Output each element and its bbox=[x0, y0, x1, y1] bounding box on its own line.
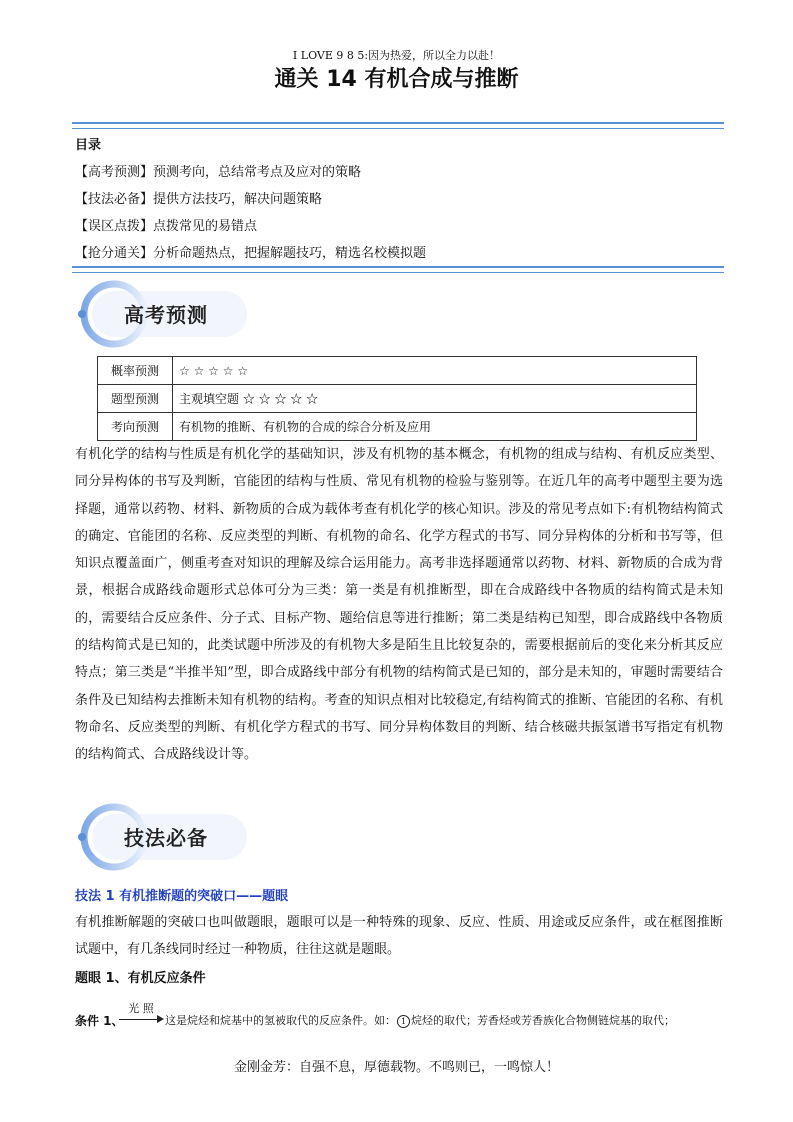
table-cell-value: 主观填空题 ☆ ☆ ☆ ☆ ☆ bbox=[173, 385, 697, 413]
footer-motto: 金刚金芳：自强不息，厚德载物。不鸣则已，一鸣惊人！ bbox=[233, 1060, 559, 1075]
divider-top bbox=[72, 122, 724, 129]
banner-title: 高考预测 bbox=[124, 303, 208, 327]
table-row bbox=[98, 385, 697, 413]
toc-item-scoring: 【抢分通关】分析命题热点，把握解题技巧，精选名校模拟题 bbox=[75, 246, 427, 261]
condition-line bbox=[75, 1000, 725, 1028]
divider-bottom bbox=[72, 266, 724, 273]
toc-item-techniques: 【技法必备】提供方法技巧，解决问题策略 bbox=[75, 192, 323, 207]
prediction-table bbox=[97, 356, 697, 441]
technique-paragraph: 有机推断解题的突破口也叫做题眼，题眼可以是一种特殊的现象、反应、性质、用途或反应条件，或在框图推断试题中，有几条线同时经过一种物质，往往这就是题眼。 bbox=[75, 915, 723, 958]
banner-title: 技法必备 bbox=[124, 826, 208, 850]
subsection-title: 题眼 1、有机反应条件 bbox=[75, 971, 206, 986]
toc-item-pitfalls: 【误区点拨】点拨常见的易错点 bbox=[75, 219, 258, 234]
header-note: I LOVE 9 8 5:因为热爱，所以全力以赴！ bbox=[292, 49, 501, 62]
table-row bbox=[98, 413, 697, 441]
toc-item-forecast: 【高考预测】预测考向，总结常考点及应对的策略 bbox=[75, 165, 362, 180]
condition-description bbox=[165, 1012, 675, 1028]
intro-paragraph: 有机化学的结构与性质是有机化学的基础知识，涉及有机物的基本概念，有机物的组成与结构、有机反应类型、同分异构体的书写及判断，官能团的结构与性质、常见有机物的检验与鉴别等。在近几年的高考中题型主要为选择题，通常以药物、材料、新物质的合成为载体考查有机化学的核心知识。涉及的常见考点如下:有机物结构简式的确定、官能团的名称、反应类型的判断、有机物的命名、化学方程式的书写、同分异构体的分析和书写等，但知识点覆盖面广，侧重考查对知识的理解及综合运用能力。高考非选择题通常以药物、材料、新物质的合成为背景，根据合成路线命题形式总体可分为三类：第一类是有机推断型，即在合成路线中各物质的结构简式是未知的，需要结合反应条件、分子式、目标产物、题给信息等进行推断；第二类是结构已知型，即合成路线中各物质的结构简式是已知的，此类试题中所涉及的有机物大多是陌生且比较复杂的，需要根据前后的变化来分析其反应特点；第三类是“半推半知”型，即合成路线中部分有机物的结构简式是已知的，部分是未知的，审题时需要结合条件及已知结构去推断未知有机物的结构。考查的知识点相对比较稳定,有结构简式的推断、官能团的名称、有机物命名、反应类型的判断、有机化学方程式的书写、同分异构体数目的判断、结合核磁共振氢谱书写指定有机物的结构简式、合成路线设计等。 bbox=[75, 447, 723, 763]
section-banner-techniques bbox=[72, 800, 252, 874]
arrow-line-icon bbox=[119, 1019, 159, 1020]
arrow-condition-text: 光 照 bbox=[128, 1002, 154, 1015]
toc-heading: 目录 bbox=[75, 138, 102, 153]
technique-title: 技法 1 有机推断题的突破口——题眼 bbox=[75, 889, 289, 904]
circled-number: 1 bbox=[397, 1015, 410, 1028]
arrow-head-icon bbox=[157, 1015, 164, 1023]
page-title: 通关 14 有机合成与推断 bbox=[274, 67, 519, 92]
section-banner-forecast bbox=[72, 277, 252, 351]
condition-label: 条件 1、 bbox=[75, 1014, 124, 1028]
table-cell-label: 概率预测 bbox=[98, 357, 173, 385]
table-cell-label: 考向预测 bbox=[98, 413, 173, 441]
table-cell-label: 题型预测 bbox=[98, 385, 173, 413]
table-cell-value: ☆ ☆ ☆ ☆ ☆ bbox=[173, 357, 697, 385]
condition-desc-before: 这是烷烃和烷基中的氢被取代的反应条件。如： bbox=[165, 1014, 396, 1027]
condition-desc-after: 烷烃的取代；芳香烃或芳香族化合物侧链烷基的取代； bbox=[411, 1014, 675, 1027]
reaction-arrow bbox=[119, 1000, 163, 1028]
table-row bbox=[98, 357, 697, 385]
table-cell-value: 有机物的推断、有机物的合成的综合分析及应用 bbox=[173, 413, 697, 441]
